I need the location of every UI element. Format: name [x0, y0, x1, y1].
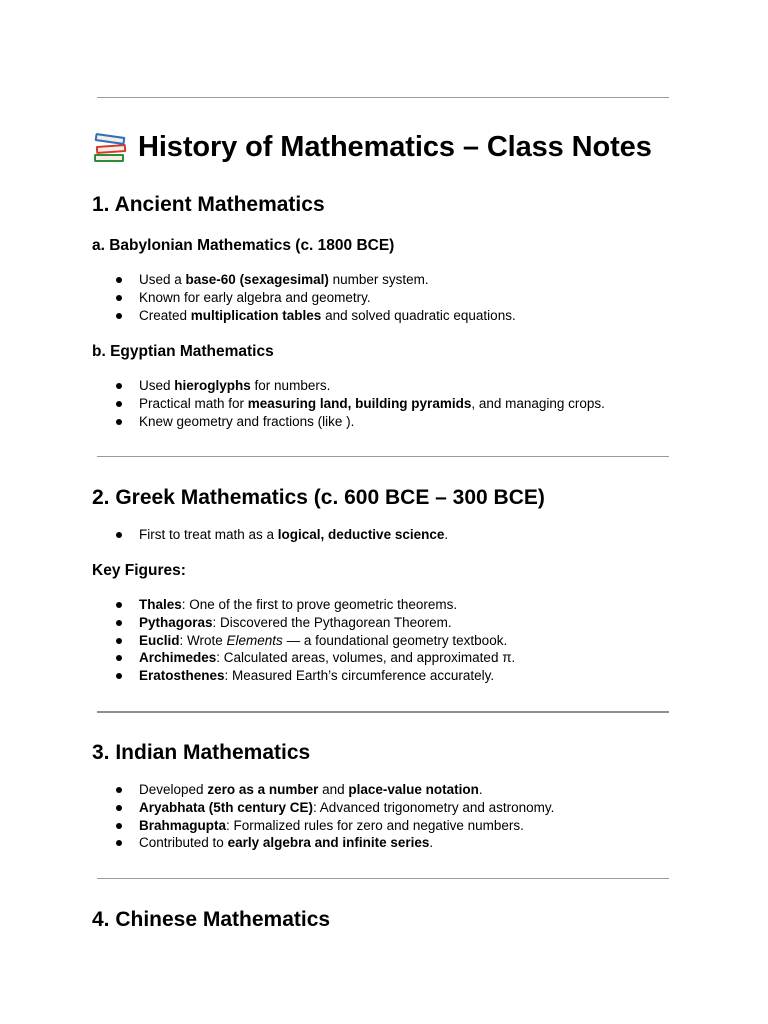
- list-item: Aryabhata (5th century CE): Advanced trigonometry and astronomy.: [92, 799, 554, 817]
- list-item: Developed zero as a number and place-value notation.: [92, 781, 554, 799]
- indian-list: [92, 781, 554, 852]
- title-text: History of Mathematics – Class Notes: [138, 131, 652, 163]
- section-heading-greek: 2. Greek Mathematics (c. 600 BCE – 300 BCE): [92, 486, 545, 509]
- section-heading-ancient: 1. Ancient Mathematics: [92, 193, 325, 216]
- list-item: Known for early algebra and geometry.: [92, 289, 516, 307]
- books-icon: [92, 132, 128, 164]
- list-item: Contributed to early algebra and infinite series.: [92, 834, 554, 852]
- list-item: Knew geometry and fractions (like ).: [92, 413, 605, 431]
- divider: [97, 97, 669, 98]
- list-item: Brahmagupta: Formalized rules for zero and negative numbers.: [92, 817, 554, 835]
- subheading-egyptian: b. Egyptian Mathematics: [92, 343, 274, 360]
- page-title: [92, 131, 652, 164]
- section-heading-chinese: 4. Chinese Mathematics: [92, 908, 331, 931]
- list-item: Thales: One of the first to prove geometric theorems.: [92, 596, 515, 614]
- list-item: Used hieroglyphs for numbers.: [92, 377, 605, 395]
- list-item: Euclid: Wrote Elements — a foundational geometry textbook.: [92, 632, 515, 650]
- list-item: Eratosthenes: Measured Earth’s circumference accurately.: [92, 667, 515, 685]
- divider: [97, 878, 669, 879]
- subheading-babylonian: a. Babylonian Mathematics (c. 1800 BCE): [92, 237, 395, 254]
- egyptian-list: [92, 377, 605, 430]
- section-heading-indian: 3. Indian Mathematics: [92, 741, 311, 764]
- list-item: Used a base-60 (sexagesimal) number system.: [92, 271, 516, 289]
- greek-list: [92, 526, 448, 544]
- list-item: Pythagoras: Discovered the Pythagorean Theorem.: [92, 614, 515, 632]
- babylonian-list: [92, 271, 516, 324]
- list-item: Created multiplication tables and solved quadratic equations.: [92, 307, 516, 325]
- list-item: Practical math for measuring land, building pyramids, and managing crops.: [92, 395, 605, 413]
- list-item: First to treat math as a logical, deductive science.: [92, 526, 448, 544]
- divider: [97, 456, 669, 457]
- key-figures-list: [92, 596, 515, 685]
- divider: [97, 711, 669, 713]
- list-item: Archimedes: Calculated areas, volumes, and approximated π.: [92, 649, 515, 667]
- subheading-key-figures: Key Figures:: [92, 562, 186, 579]
